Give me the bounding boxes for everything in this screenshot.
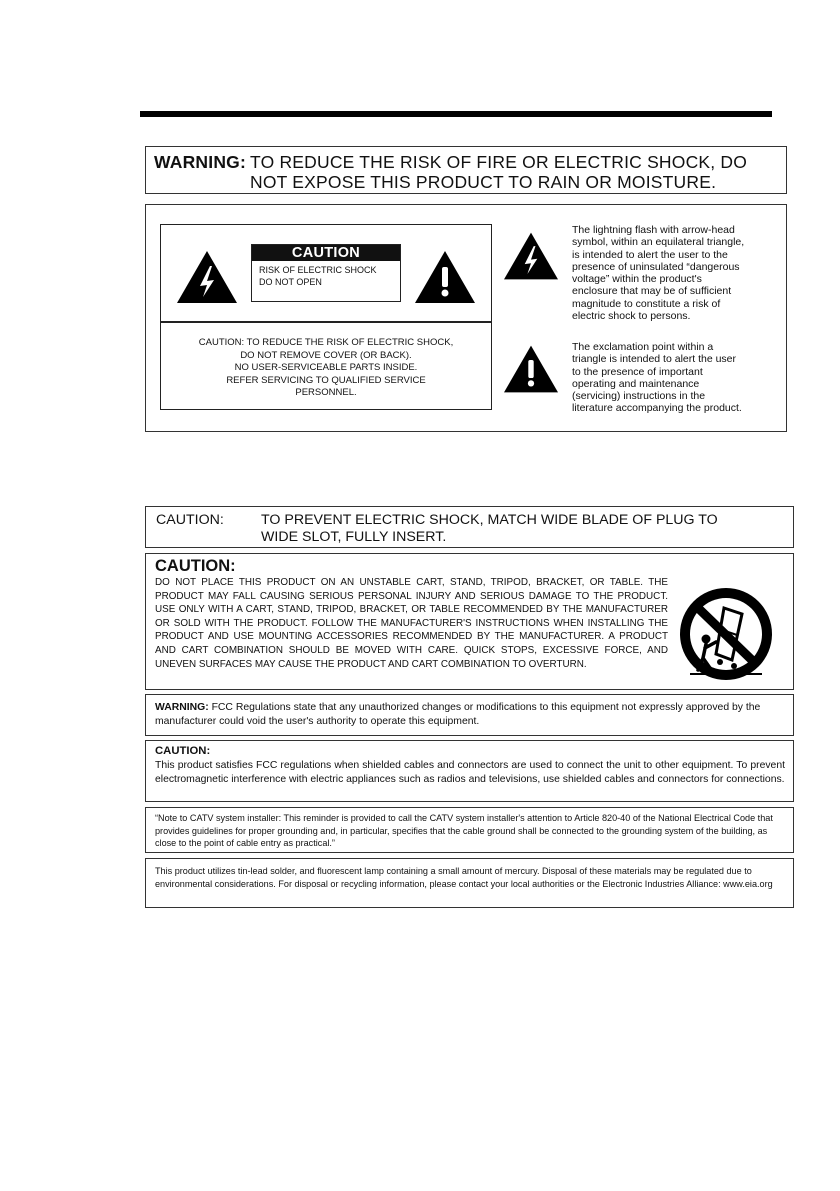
warning-text: TO REDUCE THE RISK OF FIRE OR ELECTRIC SHOCK, DO NOT EXPOSE THIS PRODUCT TO RAIN OR MOISTURE. [250,152,748,192]
lightning-triangle-icon [177,251,237,303]
header-rule [140,111,772,117]
shielded-caution-text: This product satisfies FCC regulations when shielded cables and connectors are used to connect the unit to other equipment. To prevent electromagnetic interference with electric appliances such as radios and televisions, use shielded cables and connectors for connections. [155,760,785,785]
panel-divider [161,321,491,323]
plug-caution-box [145,506,794,548]
cart-tipover-icon [676,584,776,684]
caution-sticker [251,244,401,302]
fcc-warning-paragraph [155,701,785,729]
cart-caution-box [145,553,794,690]
shielded-caution-heading: CAUTION: [155,745,211,757]
catv-note-box [145,807,794,853]
caution-label-panel [160,224,492,410]
disposal-notice-text: This product utilizes tin-lead solder, and fluorescent lamp containing a small amount of mercury. Disposal of these materials may be regulated due to environmental considerations. For disposal or recycling information, please contact your local authorities or the Electronic Industries Alliance: www.eia.org [155,866,773,889]
exclamation-triangle-icon [415,251,475,303]
fcc-warning-text: FCC Regulations state that any unauthorized changes or modifications to this equipment not expressly approved by the manufacturer could void the user's authority to operate this equipment. [155,702,761,727]
lightning-triangle-icon [504,232,558,280]
warning-rain-box [145,146,787,194]
warning-label: WARNING: [154,152,247,172]
exclamation-description: The exclamation point within a triangle is intended to alert the user to the presence of important operating and maintenance (servicing) instructions in the literature accompanying the product. [572,341,742,415]
lightning-description: The lightning flash with arrow-head symbol, within an equilateral triangle, is intended to alert the user to the presence of uninsulated “dangerous voltage” within the product's enclosure that may be of sufficient magnitude to constitute a risk of electric shock to persons. [572,224,745,323]
caution-sticker-body: RISK OF ELECTRIC SHOCK DO NOT OPEN [259,265,377,287]
disposal-notice-box [145,858,794,908]
plug-caution-label: CAUTION: [156,512,224,528]
shielded-cable-caution-box [145,740,794,802]
cart-caution-text: DO NOT PLACE THIS PRODUCT ON AN UNSTABLE CART, STAND, TRIPOD, BRACKET, OR TABLE. THE PRODUCT MAY FALL CAUSING SERIOUS PERSONAL INJURY AND SERIOUS DAMAGE TO THE PRODUCT. USE ONLY WITH A CART, STAND, TRIPOD, BRACKET, OR TABLE RECOMMENDED BY THE MANUFACTURER OR SOLD WITH THE PRODUCT. FOLLOW THE MANUFACTURER'S INSTRUCTIONS WHEN INSTALLING THE PRODUCT AND USE MOUNTING ACCESSORIES RECOMMENDED BY THE MANUFACTURER. A PRODUCT AND CART COMBINATION SHOULD BE MOVED WITH CARE. QUICK STOPS, EXCESSIVE FORCE, AND UNEVEN SURFACES MAY CAUSE THE PRODUCT AND CART COMBINATION TO OVERTURN. [155,577,668,670]
caution-notice: CAUTION: TO REDUCE THE RISK OF ELECTRIC SHOCK, DO NOT REMOVE COVER (OR BACK). NO USER-SERVICEABLE PARTS INSIDE. REFER SERVICING TO QUALIFIED SERVICE PERSONNEL. [198,337,454,398]
fcc-warning-label: WARNING: [155,702,209,713]
plug-caution-text: TO PREVENT ELECTRIC SHOCK, MATCH WIDE BLADE OF PLUG TO WIDE SLOT, FULLY INSERT. [261,512,718,545]
catv-note-text: “Note to CATV system installer: This reminder is provided to call the CATV system installer's attention to Article 820-40 of the National Electrical Code that provides guidelines for proper grounding and, in particular, specifies that the cable ground shall be connected to the grounding system of the building, as close to the point of cable entry as practical.” [155,813,773,848]
fcc-warning-box [145,694,794,736]
safety-symbols-box [145,204,787,432]
caution-sticker-header: CAUTION [252,245,400,261]
exclamation-triangle-icon [504,345,558,393]
cart-caution-heading: CAUTION: [155,557,236,575]
